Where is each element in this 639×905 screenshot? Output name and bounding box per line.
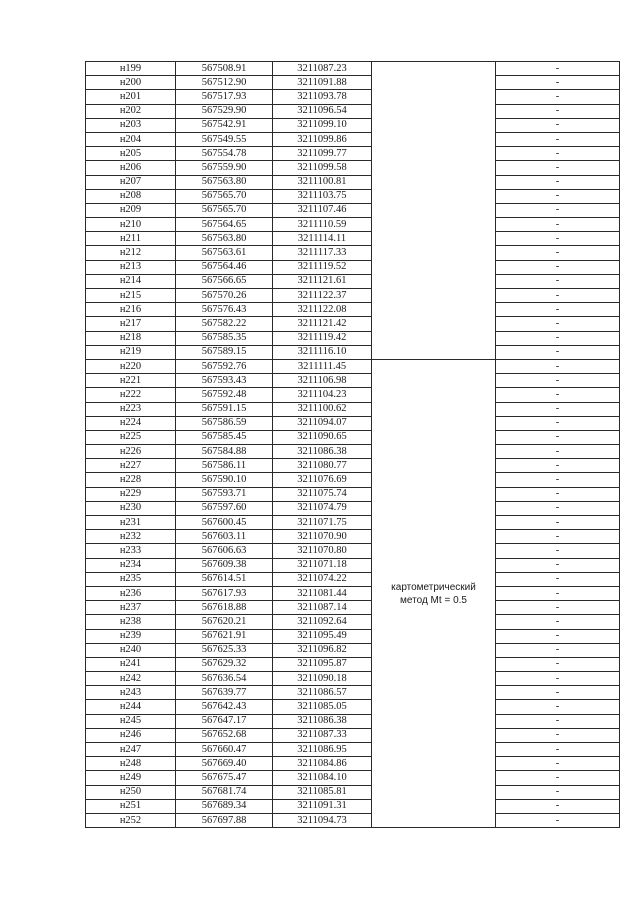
table-row bbox=[86, 345, 620, 359]
dash-cell: - bbox=[496, 203, 620, 217]
x-coordinate-cell: 567652.68 bbox=[176, 728, 273, 742]
dash-cell: - bbox=[496, 672, 620, 686]
table-row bbox=[86, 516, 620, 530]
point-id-cell: н208 bbox=[86, 189, 176, 203]
y-coordinate-cell: 3211091.88 bbox=[273, 76, 372, 90]
point-id-cell: н251 bbox=[86, 799, 176, 813]
y-coordinate-cell: 3211103.75 bbox=[273, 189, 372, 203]
table-row bbox=[86, 686, 620, 700]
point-id-cell: н203 bbox=[86, 118, 176, 132]
x-coordinate-cell: 567600.45 bbox=[176, 516, 273, 530]
point-id-cell: н213 bbox=[86, 260, 176, 274]
x-coordinate-cell: 567564.65 bbox=[176, 218, 273, 232]
table-row bbox=[86, 530, 620, 544]
x-coordinate-cell: 567675.47 bbox=[176, 771, 273, 785]
dash-cell: - bbox=[496, 303, 620, 317]
point-id-cell: н224 bbox=[86, 416, 176, 430]
x-coordinate-cell: 567582.22 bbox=[176, 317, 273, 331]
x-coordinate-cell: 567603.11 bbox=[176, 530, 273, 544]
dash-cell: - bbox=[496, 601, 620, 615]
x-coordinate-cell: 567689.34 bbox=[176, 799, 273, 813]
x-coordinate-cell: 567589.15 bbox=[176, 345, 273, 359]
y-coordinate-cell: 3211070.80 bbox=[273, 544, 372, 558]
dash-cell: - bbox=[496, 147, 620, 161]
dash-cell: - bbox=[496, 572, 620, 586]
point-id-cell: н235 bbox=[86, 572, 176, 586]
y-coordinate-cell: 3211087.33 bbox=[273, 728, 372, 742]
x-coordinate-cell: 567592.48 bbox=[176, 388, 273, 402]
table-row bbox=[86, 487, 620, 501]
dash-cell: - bbox=[496, 317, 620, 331]
y-coordinate-cell: 3211076.69 bbox=[273, 473, 372, 487]
table-row bbox=[86, 416, 620, 430]
point-id-cell: н212 bbox=[86, 246, 176, 260]
y-coordinate-cell: 3211081.44 bbox=[273, 586, 372, 600]
dash-cell: - bbox=[496, 132, 620, 146]
x-coordinate-cell: 567618.88 bbox=[176, 601, 273, 615]
dash-cell: - bbox=[496, 643, 620, 657]
x-coordinate-cell: 567636.54 bbox=[176, 672, 273, 686]
point-id-cell: н220 bbox=[86, 359, 176, 373]
table-row bbox=[86, 104, 620, 118]
table-row bbox=[86, 501, 620, 515]
x-coordinate-cell: 567681.74 bbox=[176, 785, 273, 799]
point-id-cell: н200 bbox=[86, 76, 176, 90]
point-id-cell: н226 bbox=[86, 445, 176, 459]
y-coordinate-cell: 3211114.11 bbox=[273, 232, 372, 246]
table-row bbox=[86, 232, 620, 246]
x-coordinate-cell: 567549.55 bbox=[176, 132, 273, 146]
table-row bbox=[86, 203, 620, 217]
y-coordinate-cell: 3211092.64 bbox=[273, 615, 372, 629]
dash-cell: - bbox=[496, 615, 620, 629]
table-row bbox=[86, 728, 620, 742]
table-row bbox=[86, 374, 620, 388]
table-row bbox=[86, 402, 620, 416]
x-coordinate-cell: 567606.63 bbox=[176, 544, 273, 558]
table-row bbox=[86, 189, 620, 203]
table-row bbox=[86, 629, 620, 643]
dash-cell: - bbox=[496, 714, 620, 728]
table-row bbox=[86, 601, 620, 615]
y-coordinate-cell: 3211085.81 bbox=[273, 785, 372, 799]
y-coordinate-cell: 3211094.07 bbox=[273, 416, 372, 430]
y-coordinate-cell: 3211086.38 bbox=[273, 714, 372, 728]
y-coordinate-cell: 3211091.31 bbox=[273, 799, 372, 813]
point-id-cell: н236 bbox=[86, 586, 176, 600]
x-coordinate-cell: 567621.91 bbox=[176, 629, 273, 643]
x-coordinate-cell: 567697.88 bbox=[176, 813, 273, 827]
point-id-cell: н238 bbox=[86, 615, 176, 629]
point-id-cell: н249 bbox=[86, 771, 176, 785]
x-coordinate-cell: 567617.93 bbox=[176, 586, 273, 600]
table-row bbox=[86, 544, 620, 558]
y-coordinate-cell: 3211086.57 bbox=[273, 686, 372, 700]
table-row bbox=[86, 274, 620, 288]
x-coordinate-cell: 567570.26 bbox=[176, 289, 273, 303]
y-coordinate-cell: 3211099.10 bbox=[273, 118, 372, 132]
y-coordinate-cell: 3211095.49 bbox=[273, 629, 372, 643]
dash-cell: - bbox=[496, 260, 620, 274]
table-row bbox=[86, 473, 620, 487]
dash-cell: - bbox=[496, 388, 620, 402]
point-id-cell: н239 bbox=[86, 629, 176, 643]
x-coordinate-cell: 567591.15 bbox=[176, 402, 273, 416]
point-id-cell: н225 bbox=[86, 430, 176, 444]
dash-cell: - bbox=[496, 629, 620, 643]
x-coordinate-cell: 567576.43 bbox=[176, 303, 273, 317]
dash-cell: - bbox=[496, 473, 620, 487]
y-coordinate-cell: 3211100.62 bbox=[273, 402, 372, 416]
dash-cell: - bbox=[496, 558, 620, 572]
point-id-cell: н222 bbox=[86, 388, 176, 402]
point-id-cell: н237 bbox=[86, 601, 176, 615]
point-id-cell: н228 bbox=[86, 473, 176, 487]
x-coordinate-cell: 567592.76 bbox=[176, 359, 273, 373]
point-id-cell: н245 bbox=[86, 714, 176, 728]
x-coordinate-cell: 567565.70 bbox=[176, 203, 273, 217]
dash-cell: - bbox=[496, 757, 620, 771]
y-coordinate-cell: 3211094.73 bbox=[273, 813, 372, 827]
table-row bbox=[86, 62, 620, 76]
point-id-cell: н211 bbox=[86, 232, 176, 246]
dash-cell: - bbox=[496, 246, 620, 260]
dash-cell: - bbox=[496, 657, 620, 671]
point-id-cell: н218 bbox=[86, 331, 176, 345]
point-id-cell: н234 bbox=[86, 558, 176, 572]
table-row bbox=[86, 459, 620, 473]
dash-cell: - bbox=[496, 62, 620, 76]
dash-cell: - bbox=[496, 402, 620, 416]
point-id-cell: н229 bbox=[86, 487, 176, 501]
point-id-cell: н247 bbox=[86, 743, 176, 757]
x-coordinate-cell: 567590.10 bbox=[176, 473, 273, 487]
y-coordinate-cell: 3211119.42 bbox=[273, 331, 372, 345]
x-coordinate-cell: 567614.51 bbox=[176, 572, 273, 586]
point-id-cell: н202 bbox=[86, 104, 176, 118]
dash-cell: - bbox=[496, 785, 620, 799]
x-coordinate-cell: 567593.43 bbox=[176, 374, 273, 388]
table-row bbox=[86, 700, 620, 714]
y-coordinate-cell: 3211085.05 bbox=[273, 700, 372, 714]
dash-cell: - bbox=[496, 90, 620, 104]
y-coordinate-cell: 3211080.77 bbox=[273, 459, 372, 473]
dash-cell: - bbox=[496, 501, 620, 515]
y-coordinate-cell: 3211099.58 bbox=[273, 161, 372, 175]
table-row bbox=[86, 359, 620, 373]
method-cell-empty bbox=[372, 62, 496, 360]
y-coordinate-cell: 3211122.08 bbox=[273, 303, 372, 317]
table-row bbox=[86, 643, 620, 657]
dash-cell: - bbox=[496, 586, 620, 600]
dash-cell: - bbox=[496, 374, 620, 388]
table-row bbox=[86, 317, 620, 331]
point-id-cell: н216 bbox=[86, 303, 176, 317]
y-coordinate-cell: 3211096.82 bbox=[273, 643, 372, 657]
point-id-cell: н252 bbox=[86, 813, 176, 827]
table-row bbox=[86, 572, 620, 586]
point-id-cell: н206 bbox=[86, 161, 176, 175]
x-coordinate-cell: 567554.78 bbox=[176, 147, 273, 161]
y-coordinate-cell: 3211104.23 bbox=[273, 388, 372, 402]
table-row bbox=[86, 161, 620, 175]
dash-cell: - bbox=[496, 728, 620, 742]
y-coordinate-cell: 3211090.18 bbox=[273, 672, 372, 686]
point-id-cell: н243 bbox=[86, 686, 176, 700]
dash-cell: - bbox=[496, 232, 620, 246]
table-row bbox=[86, 558, 620, 572]
table-row bbox=[86, 430, 620, 444]
coordinates-table-body bbox=[86, 62, 620, 828]
y-coordinate-cell: 3211093.78 bbox=[273, 90, 372, 104]
table-row bbox=[86, 175, 620, 189]
y-coordinate-cell: 3211106.98 bbox=[273, 374, 372, 388]
y-coordinate-cell: 3211099.77 bbox=[273, 147, 372, 161]
y-coordinate-cell: 3211119.52 bbox=[273, 260, 372, 274]
y-coordinate-cell: 3211071.18 bbox=[273, 558, 372, 572]
y-coordinate-cell: 3211070.90 bbox=[273, 530, 372, 544]
dash-cell: - bbox=[496, 76, 620, 90]
x-coordinate-cell: 567629.32 bbox=[176, 657, 273, 671]
point-id-cell: н219 bbox=[86, 345, 176, 359]
x-coordinate-cell: 567563.61 bbox=[176, 246, 273, 260]
x-coordinate-cell: 567529.90 bbox=[176, 104, 273, 118]
y-coordinate-cell: 3211074.22 bbox=[273, 572, 372, 586]
dash-cell: - bbox=[496, 416, 620, 430]
point-id-cell: н210 bbox=[86, 218, 176, 232]
y-coordinate-cell: 3211087.23 bbox=[273, 62, 372, 76]
x-coordinate-cell: 567564.46 bbox=[176, 260, 273, 274]
x-coordinate-cell: 567586.11 bbox=[176, 459, 273, 473]
dash-cell: - bbox=[496, 487, 620, 501]
table-row bbox=[86, 331, 620, 345]
point-id-cell: н232 bbox=[86, 530, 176, 544]
point-id-cell: н201 bbox=[86, 90, 176, 104]
point-id-cell: н223 bbox=[86, 402, 176, 416]
point-id-cell: н248 bbox=[86, 757, 176, 771]
point-id-cell: н214 bbox=[86, 274, 176, 288]
y-coordinate-cell: 3211087.14 bbox=[273, 601, 372, 615]
dash-cell: - bbox=[496, 218, 620, 232]
y-coordinate-cell: 3211086.95 bbox=[273, 743, 372, 757]
x-coordinate-cell: 567563.80 bbox=[176, 232, 273, 246]
y-coordinate-cell: 3211111.45 bbox=[273, 359, 372, 373]
x-coordinate-cell: 567559.90 bbox=[176, 161, 273, 175]
point-id-cell: н241 bbox=[86, 657, 176, 671]
x-coordinate-cell: 567542.91 bbox=[176, 118, 273, 132]
x-coordinate-cell: 567512.90 bbox=[176, 76, 273, 90]
table-row bbox=[86, 246, 620, 260]
x-coordinate-cell: 567625.33 bbox=[176, 643, 273, 657]
y-coordinate-cell: 3211074.79 bbox=[273, 501, 372, 515]
table-row bbox=[86, 260, 620, 274]
table-row bbox=[86, 132, 620, 146]
dash-cell: - bbox=[496, 104, 620, 118]
dash-cell: - bbox=[496, 771, 620, 785]
y-coordinate-cell: 3211117.33 bbox=[273, 246, 372, 260]
x-coordinate-cell: 567593.71 bbox=[176, 487, 273, 501]
y-coordinate-cell: 3211099.86 bbox=[273, 132, 372, 146]
x-coordinate-cell: 567585.35 bbox=[176, 331, 273, 345]
y-coordinate-cell: 3211121.42 bbox=[273, 317, 372, 331]
table-row bbox=[86, 672, 620, 686]
method-cell: картометрический метод Mt = 0.5 bbox=[372, 359, 496, 827]
dash-cell: - bbox=[496, 445, 620, 459]
table-row bbox=[86, 289, 620, 303]
x-coordinate-cell: 567669.40 bbox=[176, 757, 273, 771]
table-row bbox=[86, 118, 620, 132]
dash-cell: - bbox=[496, 813, 620, 827]
x-coordinate-cell: 567566.65 bbox=[176, 274, 273, 288]
table-row bbox=[86, 771, 620, 785]
table-row bbox=[86, 218, 620, 232]
dash-cell: - bbox=[496, 161, 620, 175]
point-id-cell: н209 bbox=[86, 203, 176, 217]
dash-cell: - bbox=[496, 459, 620, 473]
dash-cell: - bbox=[496, 345, 620, 359]
point-id-cell: н204 bbox=[86, 132, 176, 146]
dash-cell: - bbox=[496, 743, 620, 757]
point-id-cell: н227 bbox=[86, 459, 176, 473]
point-id-cell: н242 bbox=[86, 672, 176, 686]
point-id-cell: н207 bbox=[86, 175, 176, 189]
y-coordinate-cell: 3211095.87 bbox=[273, 657, 372, 671]
table-row bbox=[86, 743, 620, 757]
table-row bbox=[86, 388, 620, 402]
y-coordinate-cell: 3211096.54 bbox=[273, 104, 372, 118]
dash-cell: - bbox=[496, 274, 620, 288]
x-coordinate-cell: 567609.38 bbox=[176, 558, 273, 572]
x-coordinate-cell: 567647.17 bbox=[176, 714, 273, 728]
dash-cell: - bbox=[496, 799, 620, 813]
y-coordinate-cell: 3211084.86 bbox=[273, 757, 372, 771]
x-coordinate-cell: 567565.70 bbox=[176, 189, 273, 203]
x-coordinate-cell: 567639.77 bbox=[176, 686, 273, 700]
y-coordinate-cell: 3211107.46 bbox=[273, 203, 372, 217]
x-coordinate-cell: 567597.60 bbox=[176, 501, 273, 515]
dash-cell: - bbox=[496, 289, 620, 303]
table-row bbox=[86, 586, 620, 600]
dash-cell: - bbox=[496, 686, 620, 700]
point-id-cell: н231 bbox=[86, 516, 176, 530]
x-coordinate-cell: 567585.45 bbox=[176, 430, 273, 444]
point-id-cell: н205 bbox=[86, 147, 176, 161]
y-coordinate-cell: 3211122.37 bbox=[273, 289, 372, 303]
dash-cell: - bbox=[496, 516, 620, 530]
y-coordinate-cell: 3211084.10 bbox=[273, 771, 372, 785]
x-coordinate-cell: 567660.47 bbox=[176, 743, 273, 757]
x-coordinate-cell: 567508.91 bbox=[176, 62, 273, 76]
dash-cell: - bbox=[496, 189, 620, 203]
x-coordinate-cell: 567563.80 bbox=[176, 175, 273, 189]
y-coordinate-cell: 3211116.10 bbox=[273, 345, 372, 359]
y-coordinate-cell: 3211110.59 bbox=[273, 218, 372, 232]
dash-cell: - bbox=[496, 359, 620, 373]
point-id-cell: н230 bbox=[86, 501, 176, 515]
x-coordinate-cell: 567584.88 bbox=[176, 445, 273, 459]
x-coordinate-cell: 567517.93 bbox=[176, 90, 273, 104]
point-id-cell: н240 bbox=[86, 643, 176, 657]
dash-cell: - bbox=[496, 700, 620, 714]
table-row bbox=[86, 785, 620, 799]
coordinates-table bbox=[85, 61, 620, 828]
point-id-cell: н215 bbox=[86, 289, 176, 303]
x-coordinate-cell: 567586.59 bbox=[176, 416, 273, 430]
y-coordinate-cell: 3211121.61 bbox=[273, 274, 372, 288]
x-coordinate-cell: 567620.21 bbox=[176, 615, 273, 629]
table-row bbox=[86, 757, 620, 771]
dash-cell: - bbox=[496, 175, 620, 189]
table-row bbox=[86, 90, 620, 104]
point-id-cell: н250 bbox=[86, 785, 176, 799]
point-id-cell: н244 bbox=[86, 700, 176, 714]
table-row bbox=[86, 147, 620, 161]
table-row bbox=[86, 714, 620, 728]
y-coordinate-cell: 3211071.75 bbox=[273, 516, 372, 530]
point-id-cell: н199 bbox=[86, 62, 176, 76]
y-coordinate-cell: 3211086.38 bbox=[273, 445, 372, 459]
dash-cell: - bbox=[496, 118, 620, 132]
point-id-cell: н246 bbox=[86, 728, 176, 742]
dash-cell: - bbox=[496, 430, 620, 444]
dash-cell: - bbox=[496, 331, 620, 345]
table-row bbox=[86, 615, 620, 629]
y-coordinate-cell: 3211075.74 bbox=[273, 487, 372, 501]
table-row bbox=[86, 657, 620, 671]
dash-cell: - bbox=[496, 530, 620, 544]
x-coordinate-cell: 567642.43 bbox=[176, 700, 273, 714]
table-row bbox=[86, 76, 620, 90]
table-row bbox=[86, 799, 620, 813]
y-coordinate-cell: 3211100.81 bbox=[273, 175, 372, 189]
point-id-cell: н233 bbox=[86, 544, 176, 558]
point-id-cell: н217 bbox=[86, 317, 176, 331]
table-row bbox=[86, 445, 620, 459]
table-row bbox=[86, 303, 620, 317]
y-coordinate-cell: 3211090.65 bbox=[273, 430, 372, 444]
table-row bbox=[86, 813, 620, 827]
point-id-cell: н221 bbox=[86, 374, 176, 388]
dash-cell: - bbox=[496, 544, 620, 558]
